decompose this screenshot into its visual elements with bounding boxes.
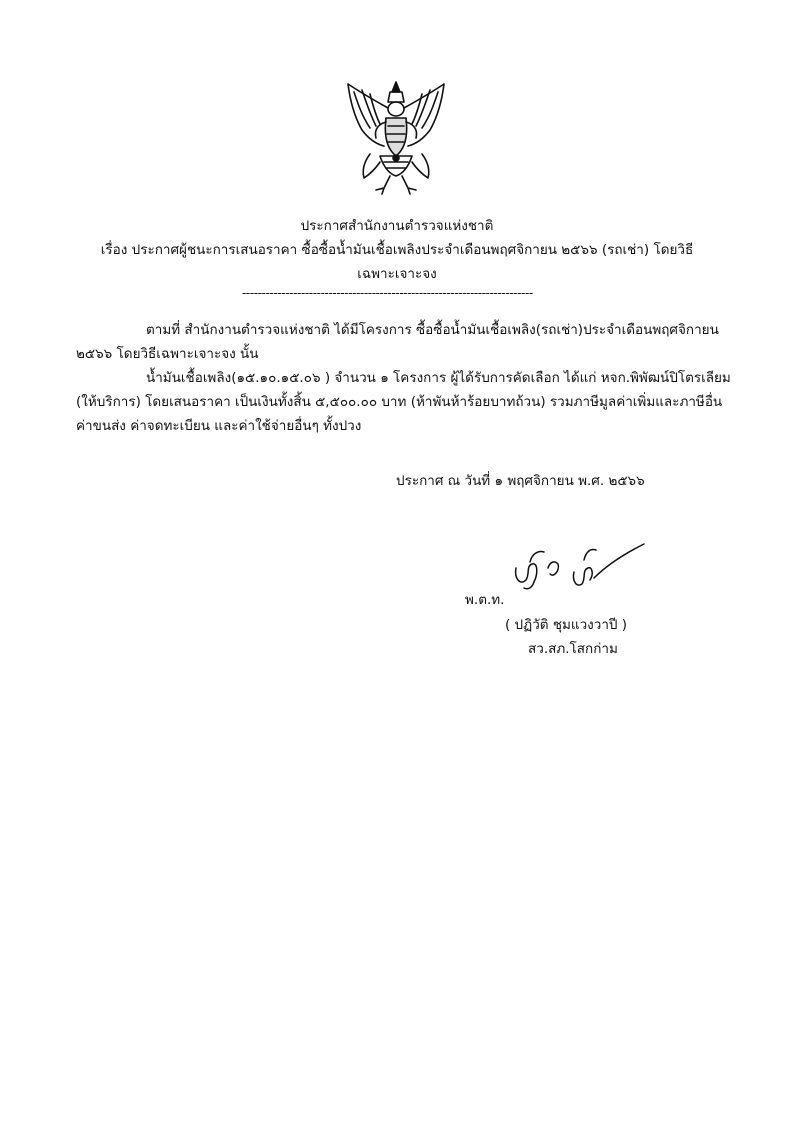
body-paragraph-1-line-1: ตามที่ สำนักงานตำรวจแห่งชาติ ได้มีโครงการ ซื้อซื้อน้ำมันเชื้อเพลิง(รถเช่า)ประจำเดือนพฤศจิกายน	[146, 322, 719, 338]
garuda-emblem-icon	[340, 78, 452, 196]
body-paragraph-2-line-1: น้ำมันเชื้อเพลิง(๑๕.๑๐.๑๕.๐๖ ) จำนวน ๑ โครงการ ผู้ได้รับการคัดเลือก ได้แก่ หจก.พิพัฒน์ปิโตรเลียม	[146, 370, 731, 386]
handwritten-signature-icon	[504, 538, 654, 598]
body-paragraph-1-line-2: ๒๕๖๖ โดยวิธีเฉพาะเจาะจง นั้น	[76, 346, 259, 362]
agency-heading: ประกาศสำนักงานตำรวจแห่งชาติ	[300, 218, 494, 234]
subject-line-2: เฉพาะเจาะจง	[357, 266, 437, 282]
body-paragraph-2-line-3: ค่าขนส่ง ค่าจดทะเบียน และค่าใช้จ่ายอื่นๆ ทั้งปวง	[76, 418, 362, 434]
signatory-name: ( ปฏิวัติ ชุมแวงวาปี )	[505, 617, 628, 633]
body-paragraph-2-line-2: (ให้บริการ) โดยเสนอราคา เป็นเงินทั้งสิ้น ๕,๕๐๐.๐๐ บาท (ห้าพันห้าร้อยบาทถ้วน) รวมภาษีมูลค่าเพิ่มและภาษีอื่น	[76, 394, 723, 410]
signatory-position: สว.สภ.โสกก่าม	[528, 641, 618, 657]
announcement-date: ประกาศ ณ วันที่ ๑ พฤศจิกายน พ.ศ. ๒๕๖๖	[396, 473, 645, 489]
signatory-rank: พ.ต.ท.	[465, 592, 505, 608]
dashed-divider: --------------------------------------------------------------------------	[242, 286, 533, 300]
subject-line-1: เรื่อง ประกาศผู้ชนะการเสนอราคา ซื้อซื้อน้ำมันเชื้อเพลิงประจำเดือนพฤศจิกายน ๒๕๖๖ (รถเช่า) โดยวิธี	[100, 242, 694, 258]
